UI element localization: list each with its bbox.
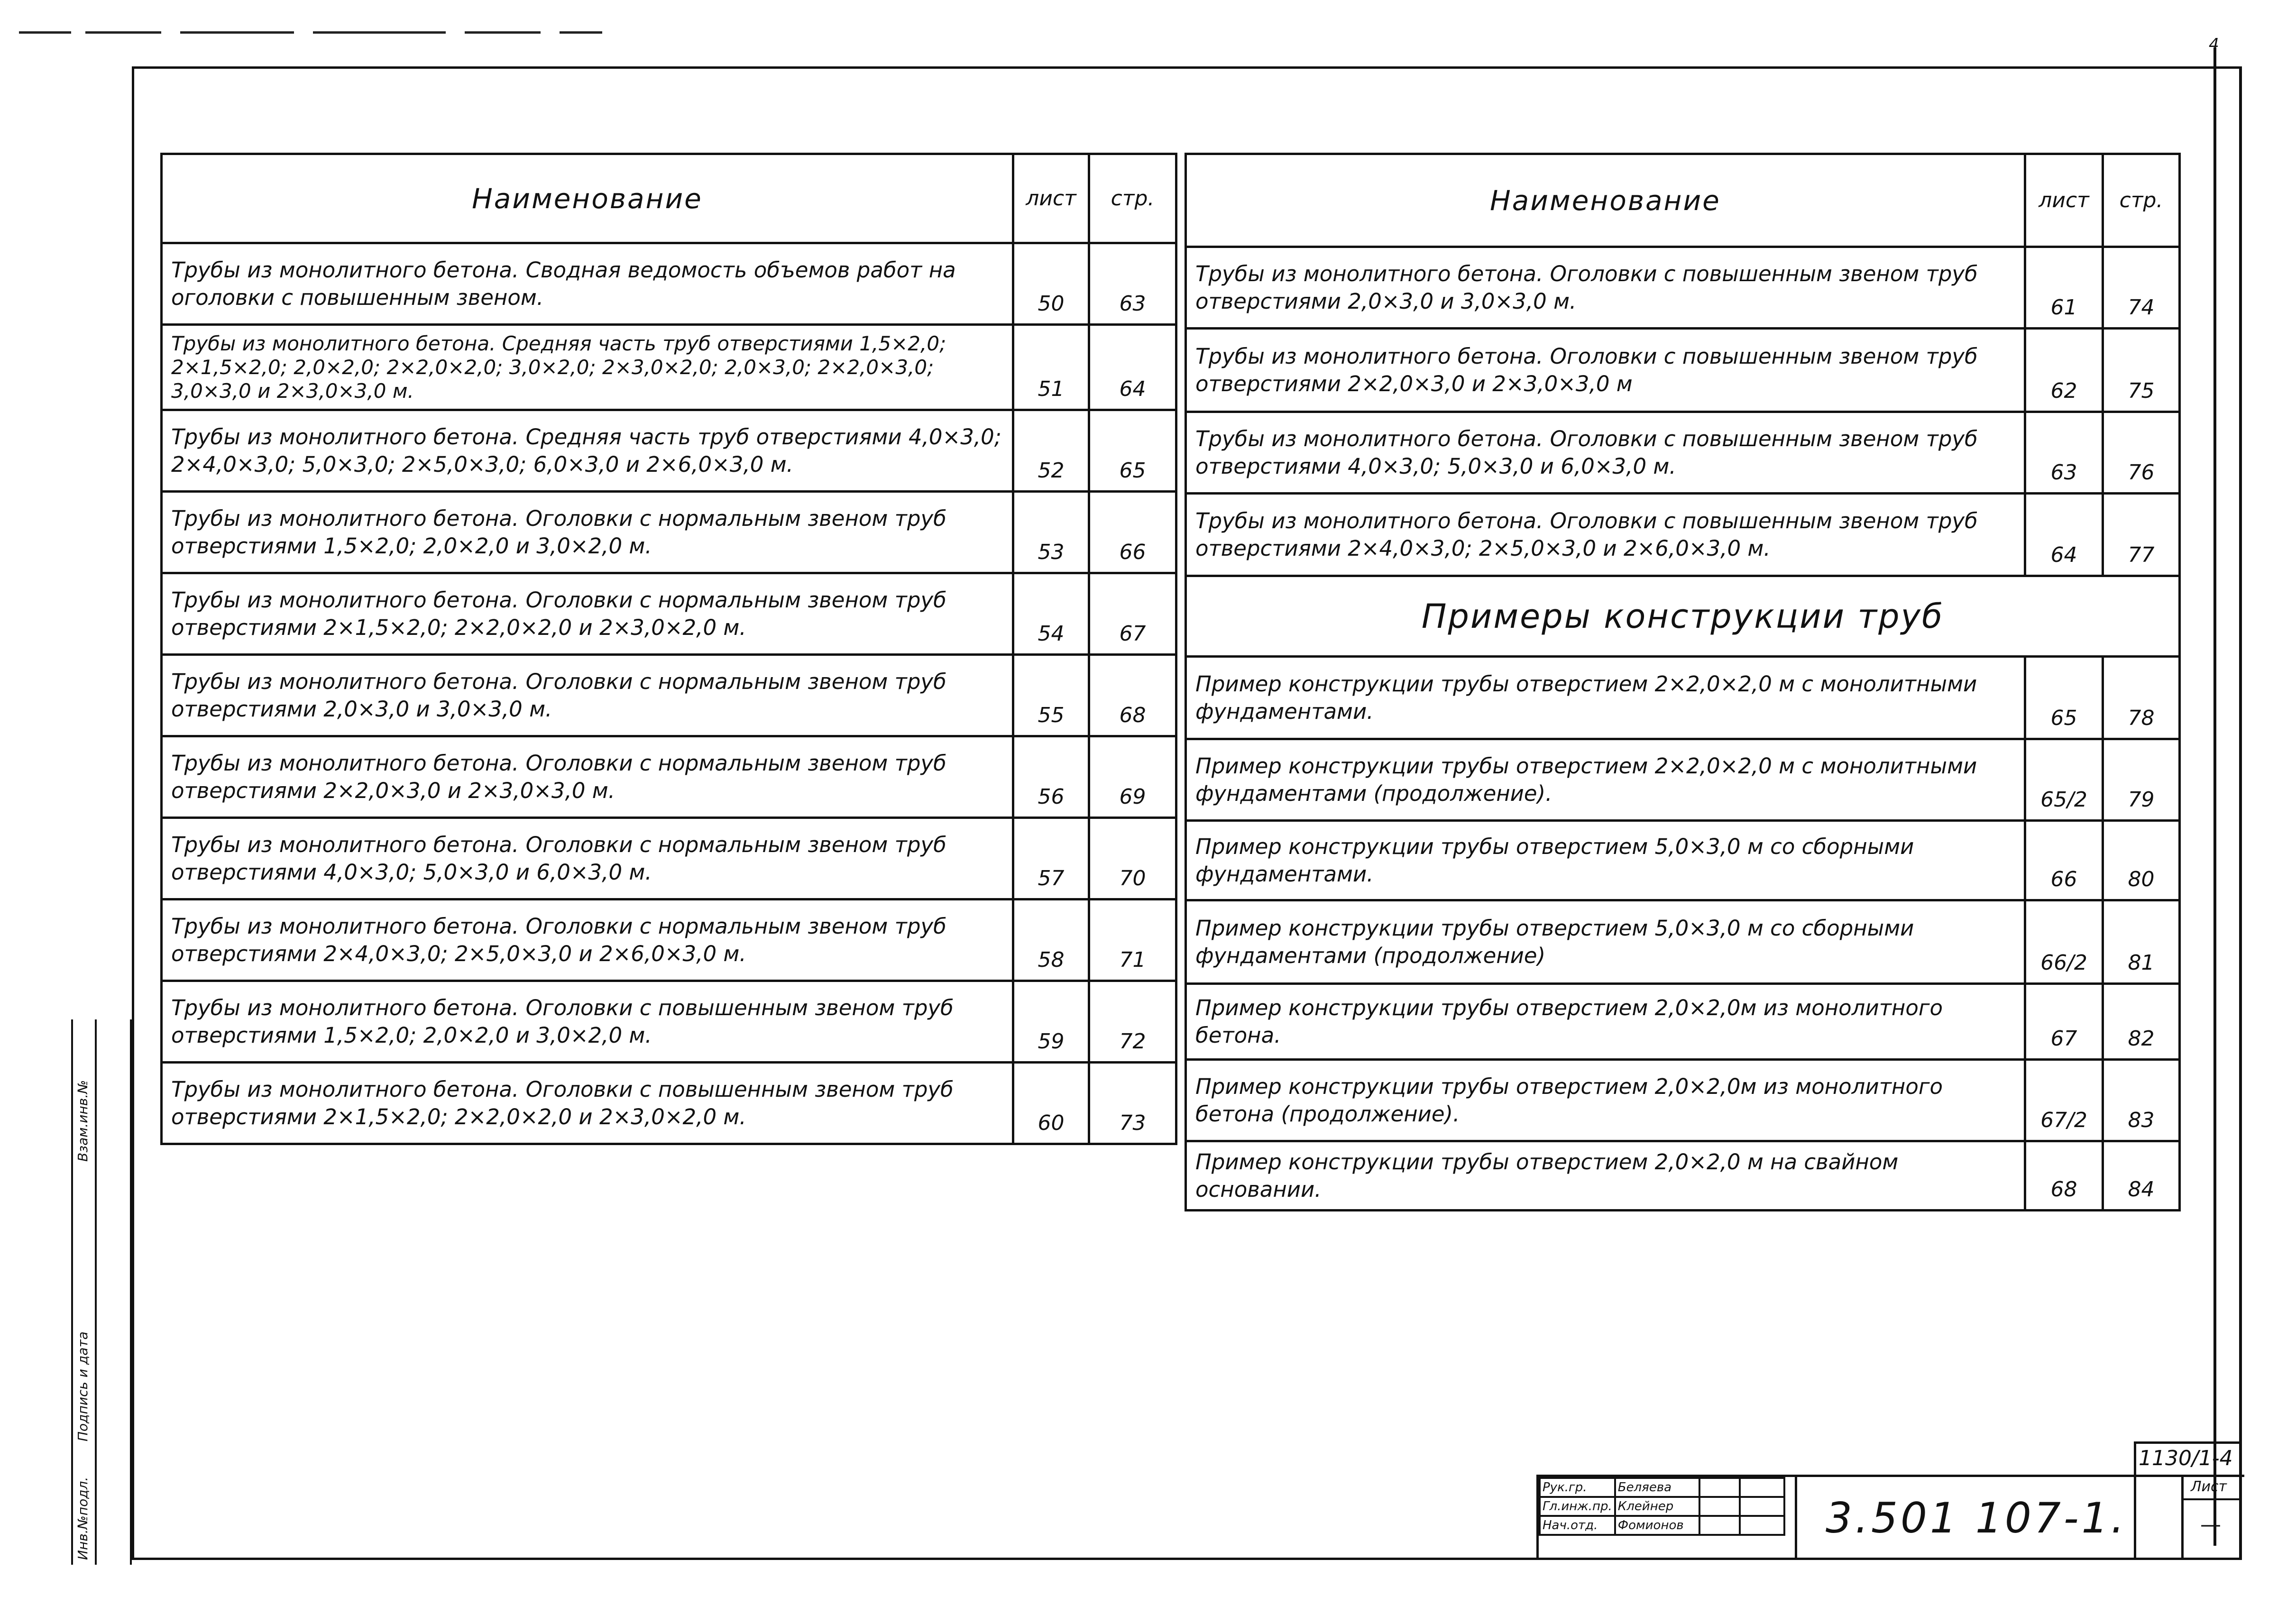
table-row [1186,657,2180,739]
table-row [1186,329,2180,412]
title-divider-1 [1795,1475,1797,1558]
signature-role: Гл.инж.пр. [1540,1497,1615,1516]
row-name: Пример конструкции трубы отверстием 5,0×3,0 м со сборными фундаментами. [1186,821,2025,900]
row-sheet: 60 [1013,1063,1089,1144]
table-row [1186,247,2180,329]
signature-mark [1699,1497,1740,1516]
row-page: 83 [2103,1060,2180,1141]
signature-table [1539,1477,1785,1536]
left-header-page: стр. [1089,154,1176,243]
table-row [162,410,1176,492]
table-row [162,655,1176,736]
signature-row [1540,1478,1784,1497]
table-row [162,1063,1176,1144]
row-page: 73 [1089,1063,1176,1144]
row-page: 77 [2103,494,2180,576]
signature-date [1740,1516,1784,1535]
right-contents-table [1185,153,2181,1211]
row-name: Пример конструкции трубы отверстием 2,0×2,0м из монолитного бетона. [1186,984,2025,1060]
row-page: 72 [1089,981,1176,1063]
signature-date [1740,1478,1784,1497]
doc-code: 3.501 107-1. [1826,1494,2127,1542]
row-name: Трубы из монолитного бетона. Оголовки с повышенным звеном труб отверстиями 2×2,0×3,0 и 2×3,0×3,0 м [1186,329,2025,412]
table-row [162,492,1176,573]
row-sheet: 61 [2025,247,2103,329]
row-name: Трубы из монолитного бетона. Оголовки с нормальным звеном труб отверстиями 1,5×2,0; 2,0×2,0 и 3,0×2,0 м. [162,492,1013,573]
table-row [162,736,1176,818]
signature-role: Нач.отд. [1540,1516,1615,1535]
title-divider-3 [2181,1475,2184,1558]
row-name: Пример конструкции трубы отверстием 2,0×2,0 м на свайном основании. [1186,1141,2025,1211]
signature-row [1540,1516,1784,1535]
side-stamp-divider [95,1019,97,1565]
row-page: 84 [2103,1141,2180,1211]
row-sheet: 57 [1013,818,1089,899]
section-row [1186,576,2180,657]
top-dash-1 [19,31,71,34]
row-name: Трубы из монолитного бетона. Оголовки с повышенным звеном труб отверстиями 2×4,0×3,0; 2×5,0×3,0 и 2×6,0×3,0 м. [1186,494,2025,576]
row-sheet: 56 [1013,736,1089,818]
row-page: 70 [1089,818,1176,899]
row-page: 75 [2103,329,2180,412]
title-divider-2 [2134,1475,2136,1558]
row-page: 64 [1089,325,1176,410]
top-dash-4 [313,31,446,34]
table-row [162,573,1176,655]
row-name: Пример конструкции трубы отверстием 2×2,0×2,0 м с монолитными фундаментами (продолжение). [1186,739,2025,821]
row-sheet: 64 [2025,494,2103,576]
signature-row [1540,1497,1784,1516]
row-sheet: 53 [1013,492,1089,573]
row-page: 71 [1089,899,1176,981]
row-sheet: 59 [1013,981,1089,1063]
row-page: 67 [1089,573,1176,655]
row-sheet: 58 [1013,899,1089,981]
row-name: Трубы из монолитного бетона. Оголовки с нормальным звеном труб отверстиями 2×2,0×3,0 и 2×3,0×3,0 м. [162,736,1013,818]
row-name: Трубы из монолитного бетона. Оголовки с нормальным звеном труб отверстиями 2×1,5×2,0; 2×2,0×2,0 и 2×3,0×2,0 м. [162,573,1013,655]
sheet-label-line [2181,1498,2242,1500]
signature-name: Клейнер [1615,1497,1699,1516]
row-sheet: 67/2 [2025,1060,2103,1141]
row-sheet: 67 [2025,984,2103,1060]
row-page: 65 [1089,410,1176,492]
row-sheet: 51 [1013,325,1089,410]
row-page: 78 [2103,657,2180,739]
row-name: Пример конструкции трубы отверстием 2×2,0×2,0 м с монолитными фундаментами. [1186,657,2025,739]
left-table-header [162,154,1176,243]
right-header-page: стр. [2103,154,2180,247]
table-row [1186,494,2180,576]
table-row [162,243,1176,325]
right-header-name: Наименование [1186,154,2025,247]
page-corner-number: 4 [2209,35,2219,54]
table-row [1186,1060,2180,1141]
row-name: Трубы из монолитного бетона. Средняя часть труб отверстиями 1,5×2,0; 2×1,5×2,0; 2,0×2,0; 2×2,0×2,0; 3,0×2,0; 2×3,0×2,0; 2,0×3,0; 2×2,0×3,0; 3,0×3,0 и 2×3,0×3,0 м. [162,325,1013,410]
left-header-name: Наименование [162,154,1013,243]
row-name: Трубы из монолитного бетона. Оголовки с повышенным звеном труб отверстиями 2,0×3,0 и 3,0×3,0 м. [1186,247,2025,329]
left-contents-table [160,153,1177,1145]
top-dash-2 [85,31,161,34]
frame-right-edge [2213,47,2216,1546]
row-name: Трубы из монолитного бетона. Оголовки с повышенным звеном труб отверстиями 4,0×3,0; 5,0×3,0 и 6,0×3,0 м. [1186,412,2025,494]
row-sheet: 68 [2025,1141,2103,1211]
row-page: 68 [1089,655,1176,736]
row-page: 74 [2103,247,2180,329]
row-page: 81 [2103,900,2180,984]
table-row [162,899,1176,981]
table-row [162,818,1176,899]
row-name: Пример конструкции трубы отверстием 5,0×3,0 м со сборными фундаментами (продолжение) [1186,900,2025,984]
sheet-value: — [2200,1513,2221,1537]
right-table-header [1186,154,2180,247]
right-header-sheet: лист [2025,154,2103,247]
row-page: 63 [1089,243,1176,325]
row-sheet: 65/2 [2025,739,2103,821]
signature-mark [1699,1478,1740,1497]
row-name: Трубы из монолитного бетона. Оголовки с нормальным звеном труб отверстиями 2×4,0×3,0; 2×5,0×3,0 и 2×6,0×3,0 м. [162,899,1013,981]
table-row [1186,1141,2180,1211]
row-name: Трубы из монолитного бетона. Оголовки с нормальным звеном труб отверстиями 2,0×3,0 и 3,0×3,0 м. [162,655,1013,736]
sheet-label: Лист [2191,1478,2227,1495]
table-row [1186,821,2180,900]
row-sheet: 63 [2025,412,2103,494]
row-page: 79 [2103,739,2180,821]
row-name: Трубы из монолитного бетона. Оголовки с нормальным звеном труб отверстиями 4,0×3,0; 5,0×3,0 и 6,0×3,0 м. [162,818,1013,899]
row-sheet: 65 [2025,657,2103,739]
left-header-sheet: лист [1013,154,1089,243]
row-sheet: 66/2 [2025,900,2103,984]
side-stamp-label-1: Инв.№подл. [75,1477,91,1560]
table-row [162,981,1176,1063]
section-title: Примеры конструкции труб [1186,576,2180,657]
row-name: Трубы из монолитного бетона. Сводная ведомость объемов работ на оголовки с повышенным звеном. [162,243,1013,325]
row-name: Трубы из монолитного бетона. Средняя часть труб отверстиями 4,0×3,0; 2×4,0×3,0; 5,0×3,0; 2×5,0×3,0; 6,0×3,0 и 2×6,0×3,0 м. [162,410,1013,492]
row-name: Трубы из монолитного бетона. Оголовки с повышенным звеном труб отверстиями 1,5×2,0; 2,0×2,0 и 3,0×2,0 м. [162,981,1013,1063]
signature-name: Фомионов [1615,1516,1699,1535]
row-sheet: 66 [2025,821,2103,900]
row-sheet: 54 [1013,573,1089,655]
top-dash-3 [180,31,294,34]
table-row [162,325,1176,410]
album-code: 1130/1-4 [2139,1446,2233,1470]
row-sheet: 52 [1013,410,1089,492]
row-name: Трубы из монолитного бетона. Оголовки с повышенным звеном труб отверстиями 2×1,5×2,0; 2×2,0×2,0 и 2×3,0×2,0 м. [162,1063,1013,1144]
row-page: 69 [1089,736,1176,818]
signature-role: Рук.гр. [1540,1478,1615,1497]
row-name: Пример конструкции трубы отверстием 2,0×2,0м из монолитного бетона (продолжение). [1186,1060,2025,1141]
signature-mark [1699,1516,1740,1535]
side-stamp-label-2: Подпись и дата [75,1331,91,1441]
signature-date [1740,1497,1784,1516]
row-sheet: 55 [1013,655,1089,736]
table-row [1186,900,2180,984]
top-dash-5 [465,31,541,34]
side-stamp-label-3: Взам.инв.№ [75,1080,91,1162]
row-page: 80 [2103,821,2180,900]
row-sheet: 50 [1013,243,1089,325]
top-dash-6 [560,31,602,34]
row-page: 76 [2103,412,2180,494]
signature-name: Беляева [1615,1478,1699,1497]
table-row [1186,739,2180,821]
row-page: 82 [2103,984,2180,1060]
row-sheet: 62 [2025,329,2103,412]
table-row [1186,412,2180,494]
table-row [1186,984,2180,1060]
row-page: 66 [1089,492,1176,573]
